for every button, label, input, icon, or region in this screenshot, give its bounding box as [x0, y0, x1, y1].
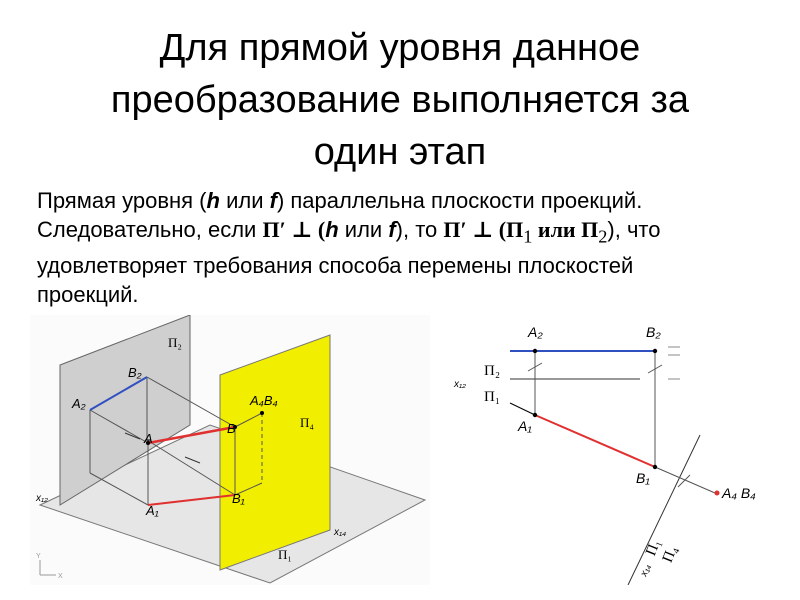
symbol-pi: или П	[532, 217, 599, 242]
point-a4b4	[715, 491, 720, 496]
title-line-3: один этап	[313, 131, 487, 173]
point-b1	[653, 465, 657, 469]
rotated-axis-labels	[634, 537, 680, 585]
tick-marks	[528, 363, 662, 373]
symbol-pi-perp: П′ ⊥ (	[262, 217, 326, 242]
axis-extension	[668, 347, 680, 379]
subscript: 2	[598, 226, 608, 247]
text-run: Прямая уровня (	[37, 188, 207, 213]
label-a4b4: A₄ B₄	[722, 485, 756, 501]
body-line-1	[37, 186, 777, 215]
label-pi2: П₂	[168, 335, 182, 350]
plane-pi4	[220, 335, 330, 570]
corner-y: Y	[36, 553, 41, 560]
symbol-h: h	[325, 217, 339, 242]
text-run: или	[219, 188, 270, 213]
label-b1: B₁	[636, 470, 650, 486]
text-run: или	[338, 217, 389, 242]
symbol-pi-perp: П′ ⊥ (П	[443, 217, 524, 242]
label-a: A	[144, 431, 153, 446]
label-pi2: П₂	[484, 363, 501, 379]
label-pi4: П₄	[300, 415, 314, 430]
label-a4b4: A₄B₄	[250, 393, 278, 408]
link-lines	[535, 351, 655, 467]
label-b1: B₁	[232, 491, 245, 506]
label-a1: A₁	[518, 418, 532, 434]
title-line-2: преобразование выполняется за	[110, 79, 690, 121]
symbol-f: f	[388, 217, 396, 242]
label-pi1: П₁	[484, 389, 501, 405]
subscript: 1	[523, 226, 533, 247]
point-a2	[533, 349, 537, 353]
label-x14: x₁₄	[638, 562, 654, 579]
body-line-2	[37, 215, 777, 251]
label-b2: B₂	[128, 365, 142, 380]
body-line-3: удовлетворяет требования способа перемены плоскостей	[37, 253, 634, 279]
body-paragraph	[37, 186, 777, 309]
text-run: ), что	[607, 217, 661, 242]
body-line-4: проекций.	[37, 282, 139, 308]
label-pi4-rot: П₄	[659, 543, 681, 565]
text-run: ) параллельна плоскости проекций.	[276, 188, 643, 213]
label-x12: x₁₂	[454, 379, 466, 390]
line-a1-extension	[510, 403, 535, 415]
text-run: Следовательно, если	[37, 217, 263, 242]
point-b2	[653, 349, 657, 353]
label-b2: B₂	[646, 324, 661, 340]
text-run: ), то	[395, 217, 444, 242]
symbol-h: h	[206, 188, 220, 213]
label-x14: x₁₄	[334, 527, 347, 538]
title-line-1: Для прямой уровня данное	[159, 27, 641, 69]
label-a2: A₂	[72, 396, 86, 411]
point-a1	[533, 413, 537, 417]
label-a1: A₁	[146, 503, 159, 518]
label-x12: x₁₂	[36, 493, 48, 504]
slide-title	[40, 22, 760, 178]
symbol-f: f	[269, 188, 277, 213]
label-b: B	[227, 421, 236, 436]
line-a1b1	[535, 415, 655, 467]
corner-x: X	[58, 573, 63, 580]
left-3d-figure	[30, 315, 430, 585]
axis-x14	[628, 435, 700, 585]
point-a4b4	[260, 411, 264, 415]
right-epure-figure	[450, 315, 790, 585]
label-pi1: П₁	[278, 547, 292, 562]
label-pi1-rot: П₁	[643, 537, 664, 559]
label-a2: A₂	[528, 324, 543, 340]
